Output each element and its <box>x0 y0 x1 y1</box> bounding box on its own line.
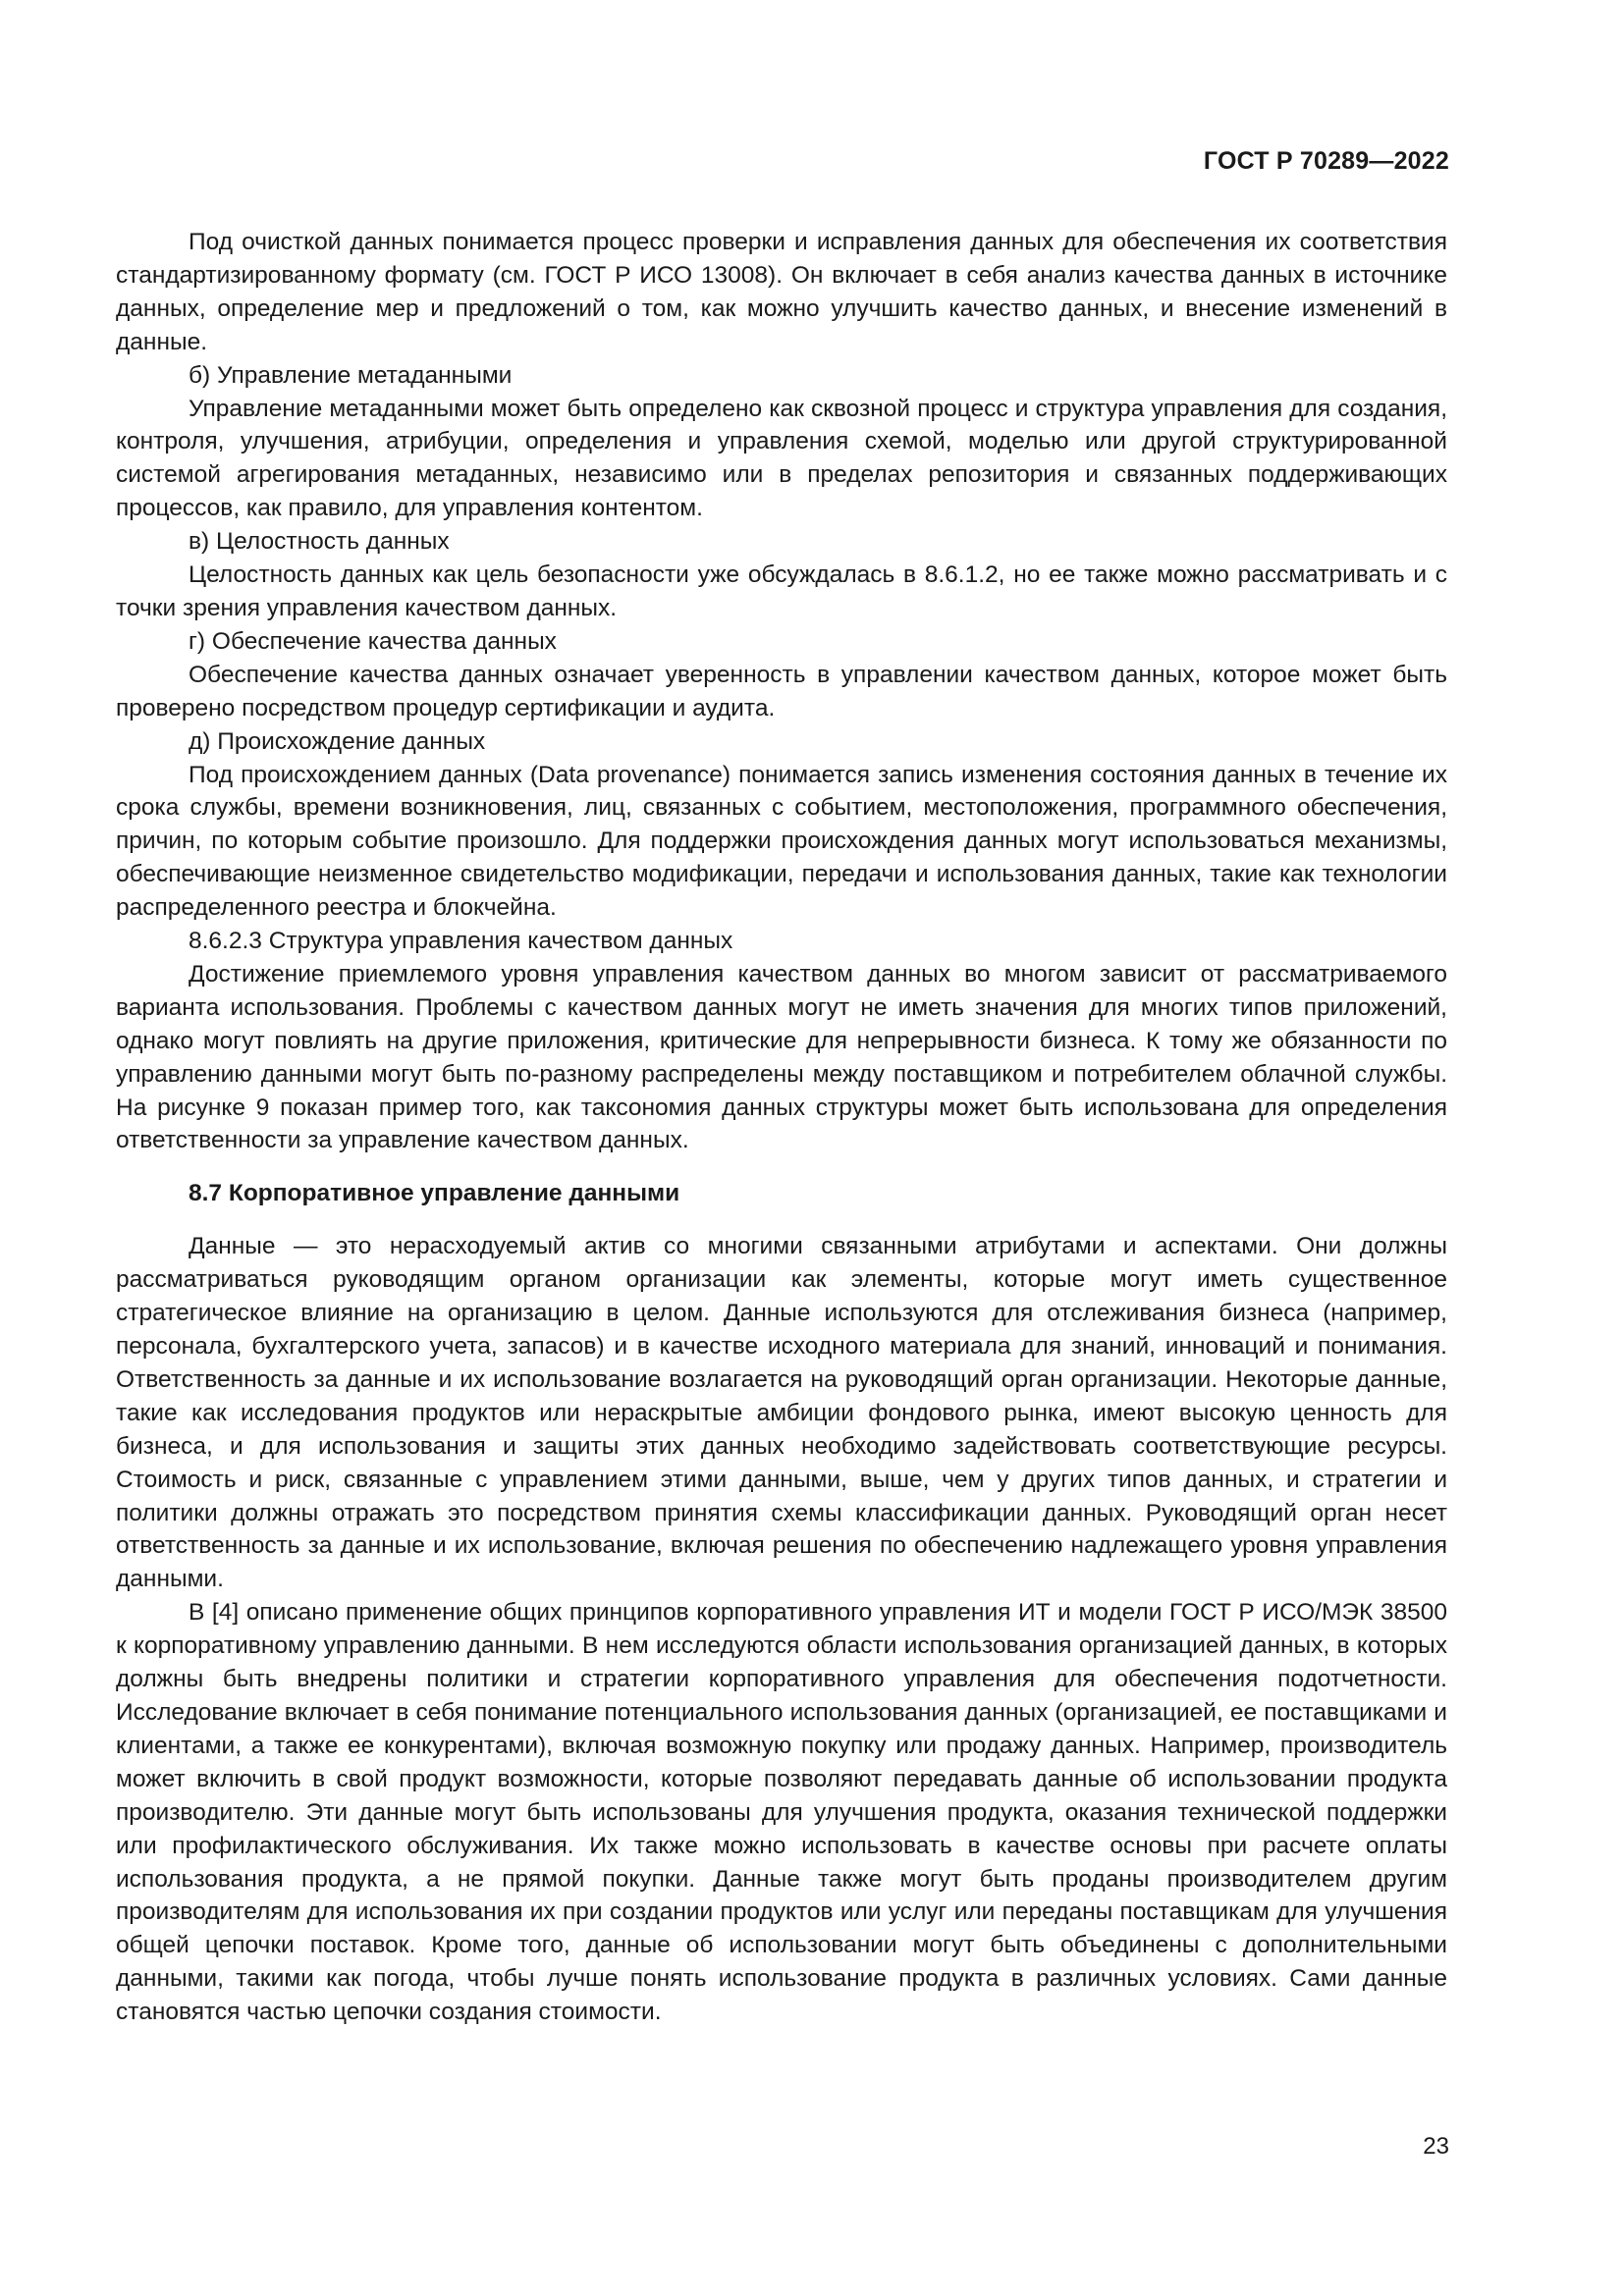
subsection-heading: 8.6.2.3 Структура управления качеством данных <box>189 928 733 955</box>
list-item-data-integrity: в) Целостность данных <box>189 528 450 556</box>
list-item-metadata-management: б) Управление метаданными <box>189 361 513 389</box>
paragraph-data-quality-assurance: Обеспечение качества данных означает уверенность в управлении качеством данных, которое может быть проверено посредством процедур сертификации и аудита. <box>116 661 1447 721</box>
document-body <box>116 226 1447 2029</box>
section-heading: 8.7 Корпоративное управление данными <box>189 1180 680 1207</box>
paragraph-governance-principles: В [4] описано применение общих принципов корпоративного управления ИТ и модели ГОСТ Р ИСО/МЭК 38500 к корпоративному управлению данными. В нем исследуются области использования организацией данных, в которых должны быть внедрены политики и стратегии корпоративного управления для обеспечения подотчетности. Исследование включает в себя понимание потенциального использования данных (организацией, ее поставщиками и клиентами, а также ее конкурентами), включая возможную покупку или продажу данных. Например, производитель может включить в свой продукт возможности, которые позволяют передавать данные об использовании продукта производителю. Эти данные могут быть использованы для улучшения продукта, оказания технической поддержки или профилактического обслуживания. Их также можно использовать в качестве основы при расчете оплаты использования продукта, а не прямой покупки. Данные также могут быть проданы производителем другим производителям для использования их при создании продуктов или услуг или переданы поставщикам для улучшения общей цепочки поставок. Кроме того, данные об использовании могут быть объединены с дополнительными данными, такими как погода, чтобы лучше понять использование продукта в различных условиях. Сами данные становятся частью цепочки создания стоимости. <box>116 1599 1447 2026</box>
list-item-data-provenance: д) Происхождение данных <box>189 727 486 755</box>
paragraph-metadata-management: Управление метаданными может быть определено как сквозной процесс и структура управления для создания, контроля, улучшения, атрибуции, определения и управления схемой, моделью или другой структурированной системой агрегирования метаданных, независимо или в пределах репозитория и связанных поддерживающих процессов, как правило, для управления контентом. <box>116 395 1447 522</box>
list-item-data-quality-assurance: г) Обеспечение качества данных <box>189 627 557 655</box>
page-number: 23 <box>1423 2133 1449 2160</box>
paragraph-data-integrity: Целостность данных как цель безопасности уже обсуждалась в 8.6.1.2, но ее также можно рассматривать и с точки зрения управления качеством данных. <box>116 561 1447 621</box>
document-code: ГОСТ Р 70289—2022 <box>1203 147 1449 175</box>
paragraph-data-provenance: Под происхождением данных (Data provenance) понимается запись изменения состояния данных в течение их срока службы, времени возникновения, лиц, связанных с событием, местоположения, программного обеспечения, причин, по которым событие произошло. Для поддержки происхождения данных могут использоваться механизмы, обеспечивающие неизменное свидетельство модификации, передачи и использования данных, такие как технологии распределенного реестра и блокчейна. <box>116 761 1447 922</box>
paragraph-data-cleansing: Под очисткой данных понимается процесс проверки и исправления данных для обеспечения их соответствия стандартизированному формату (см. ГОСТ Р ИСО 13008). Он включает в себя анализ качества данных в источнике данных, определение мер и предложений о том, как можно улучшить качество данных, и внесение изменений в данные. <box>116 229 1447 355</box>
paragraph-quality-structure: Достижение приемлемого уровня управления качеством данных во многом зависит от рассматриваемого варианта использования. Проблемы с качеством данных могут не иметь значения для многих типов приложений, однако могут повлиять на другие приложения, критические для непрерывности бизнеса. К тому же обязанности по управлению данными могут быть по-разному распределены между поставщиком и потребителем облачной службы. На рисунке 9 показан пример того, как таксономия данных структуры может быть использована для определения ответственности за управление качеством данных. <box>116 960 1447 1154</box>
paragraph-corporate-data-governance: Данные — это нерасходуемый актив со многими связанными атрибутами и аспектами. Они должны рассматриваться руководящим органом организации как элементы, которые могут иметь существенное стратегическое влияние на организацию в целом. Данные используются для отслеживания бизнеса (например, персонала, бухгалтерского учета, запасов) и в качестве исходного материала для знаний, инноваций и понимания. Ответственность за данные и их использование возлагается на руководящий орган организации. Некоторые данные, такие как исследования продуктов или нераскрытые амбиции фондового рынка, имеют высокую ценность для бизнеса, и для использования и защиты этих данных необходимо задействовать соответствующие ресурсы. Стоимость и риск, связанные с управлением этими данными, выше, чем у других типов данных, и стратегии и политики должны отражать это посредством принятия схемы классификации данных. Руководящий орган несет ответственность за данные и их использование, включая решения по обеспечению надлежащего уровня управления данными. <box>116 1233 1447 1593</box>
